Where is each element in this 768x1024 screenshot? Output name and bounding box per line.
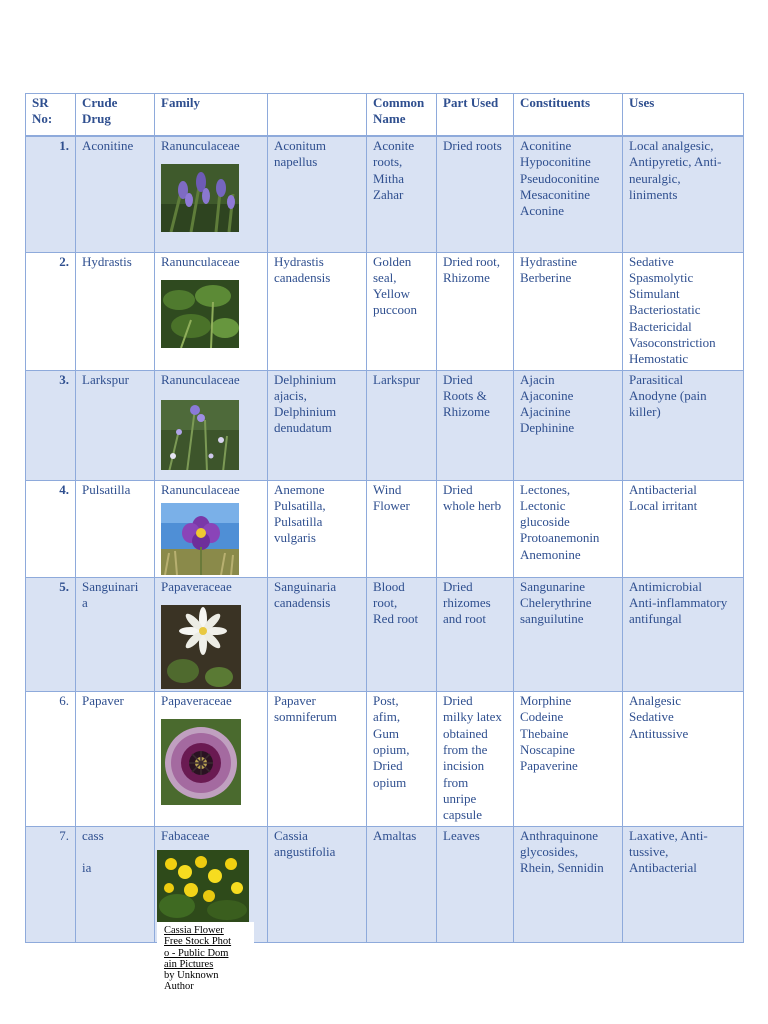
family-name: Papaveraceae: [161, 693, 232, 709]
crude-drug: Hydrastis: [76, 252, 155, 370]
family-name: Fabaceae: [161, 827, 210, 843]
header-family: Family: [155, 94, 268, 137]
family-cell: [155, 370, 268, 480]
botanical-name: Cassia angustifolia: [268, 826, 367, 942]
uses: Laxative, Anti- tussive, Antibacterial: [623, 826, 744, 942]
common-name: Aconite roots, Mitha Zahar: [367, 136, 437, 252]
constituents: Aconitine Hypoconitine Pseudoconitine Mesaconitine Aconine: [514, 136, 623, 252]
common-name: Blood root, Red root: [367, 577, 437, 691]
common-name: Larkspur: [367, 370, 437, 480]
header-botanical: [268, 94, 367, 137]
family-cell: [155, 692, 268, 826]
row-number: 7.: [26, 826, 76, 942]
botanical-name: Sanguinaria canadensis: [268, 577, 367, 691]
part-used: Dried whole herb: [437, 480, 514, 577]
uses: Sedative Spasmolytic Stimulant Bacteriostatic Bactericidal Vasoconstriction Hemostatic: [623, 252, 744, 370]
constituents: Lectones, Lectonic glucoside Protoanemonin Anemonine: [514, 480, 623, 577]
header-part-used: Part Used: [437, 94, 514, 137]
header-crude-drug: Crude Drug: [76, 94, 155, 137]
constituents: Hydrastine Berberine: [514, 252, 623, 370]
family-name: Ranunculaceae: [161, 371, 240, 387]
photo-credit-link[interactable]: Cassia Flower Free Stock Phot o - Public Dom ain Pictures: [164, 925, 232, 970]
family-name: Ranunculaceae: [161, 253, 240, 269]
botanical-name: Delphinium ajacis, Delphinium denudatum: [268, 370, 367, 480]
botanical-name: Aconitum napellus: [268, 136, 367, 252]
pulsatilla-flower-photo: [161, 503, 239, 575]
bloodroot-flower-photo: [161, 605, 241, 689]
table-row: [26, 577, 744, 691]
constituents: Anthraquinone glycosides, Rhein, Sennidin: [514, 826, 623, 942]
crude-drug: Pulsatilla: [76, 480, 155, 577]
table-row: [26, 370, 744, 480]
common-name: Wind Flower: [367, 480, 437, 577]
crude-drug: Sanguinari a: [76, 577, 155, 691]
row-number: 3.: [26, 370, 76, 480]
header-constituents: Constituents: [514, 94, 623, 137]
botanical-name: Anemone Pulsatilla, Pulsatilla vulgaris: [268, 480, 367, 577]
botanical-name: Hydrastis canadensis: [268, 252, 367, 370]
botanical-name: Papaver somniferum: [268, 692, 367, 826]
row-number: 1.: [26, 136, 76, 252]
table-row: [26, 252, 744, 370]
table-row: [26, 136, 744, 252]
crude-drug: Papaver: [76, 692, 155, 826]
row-number: 6.: [26, 692, 76, 826]
table-row: [26, 692, 744, 826]
family-cell: [155, 252, 268, 370]
row-number: 4.: [26, 480, 76, 577]
crude-drug-table: [25, 93, 744, 943]
cassia-flower-photo: [157, 850, 249, 922]
common-name: Golden seal, Yellow puccoon: [367, 252, 437, 370]
larkspur-photo: [161, 398, 239, 470]
uses: Local analgesic, Antipyretic, Anti- neuralgic, liniments: [623, 136, 744, 252]
family-name: Papaveraceae: [161, 578, 232, 594]
photo-credit-author: by Unknown Author: [164, 970, 219, 993]
common-name: Post, afim, Gum opium, Dried opium: [367, 692, 437, 826]
part-used: Dried root, Rhizome: [437, 252, 514, 370]
row-number: 5.: [26, 577, 76, 691]
hydrastis-leaves-photo: [161, 280, 239, 348]
part-used: Dried rhizomes and root: [437, 577, 514, 691]
family-cell: [155, 480, 268, 577]
common-name: Amaltas: [367, 826, 437, 942]
uses: Parasitical Anodyne (pain killer): [623, 370, 744, 480]
header-common-name: Common Name: [367, 94, 437, 137]
family-cell: [155, 136, 268, 252]
row-number: 2.: [26, 252, 76, 370]
constituents: Sangunarine Chelerythrine sanguilutine: [514, 577, 623, 691]
uses: Antibacterial Local irritant: [623, 480, 744, 577]
table-row: [26, 480, 744, 577]
uses: Antimicrobial Anti-inflammatory antifungal: [623, 577, 744, 691]
crude-drug: cass ia: [76, 826, 155, 942]
header-uses: Uses: [623, 94, 744, 137]
header-sr: SR No:: [26, 94, 76, 137]
table-row: [26, 826, 744, 942]
header-row: [26, 94, 744, 137]
part-used: Dried milky latex obtained from the incision from unripe capsule: [437, 692, 514, 826]
crude-drug: Aconitine: [76, 136, 155, 252]
part-used: Dried Roots & Rhizome: [437, 370, 514, 480]
family-name: Ranunculaceae: [161, 481, 240, 497]
part-used: Leaves: [437, 826, 514, 942]
aconite-flower-photo: [161, 164, 239, 232]
uses: Analgesic Sedative Antitussive: [623, 692, 744, 826]
photo-credit: [157, 922, 254, 993]
constituents: Morphine Codeine Thebaine Noscapine Papaverine: [514, 692, 623, 826]
constituents: Ajacin Ajaconine Ajacinine Dephinine: [514, 370, 623, 480]
family-name: Ranunculaceae: [161, 138, 240, 153]
crude-drug: Larkspur: [76, 370, 155, 480]
family-cell: [155, 577, 268, 691]
poppy-flower-photo: [161, 719, 241, 805]
part-used: Dried roots: [437, 136, 514, 252]
